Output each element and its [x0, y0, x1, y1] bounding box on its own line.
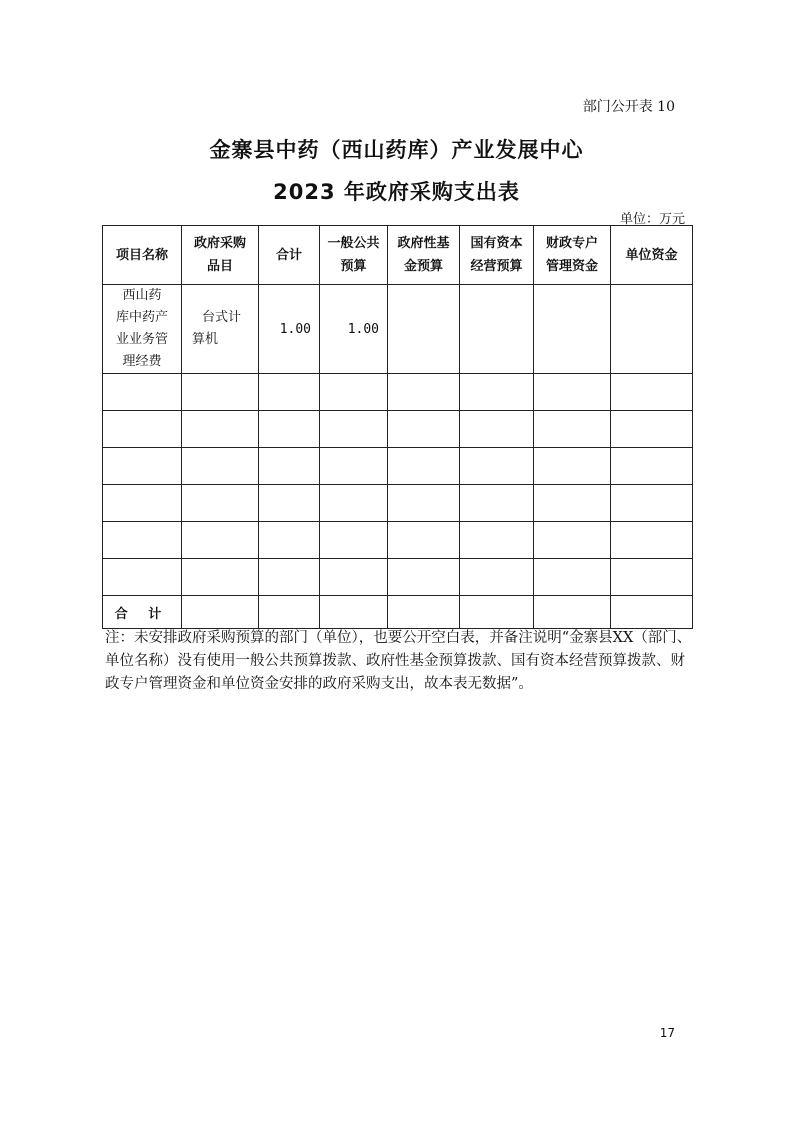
empty-cell — [460, 596, 534, 629]
empty-cell — [320, 596, 388, 629]
empty-cell — [259, 559, 320, 596]
empty-cell — [182, 559, 259, 596]
empty-cell — [611, 559, 693, 596]
empty-cell — [259, 374, 320, 411]
col-header-project: 项目名称 — [103, 226, 182, 285]
empty-cell — [103, 411, 182, 448]
empty-cell — [182, 374, 259, 411]
empty-cell — [259, 596, 320, 629]
unit-label: 单位：万元 — [619, 212, 685, 227]
empty-cell — [182, 596, 259, 629]
empty-row — [103, 374, 693, 411]
page-subtitle: 2023 年政府采购支出表 — [273, 180, 520, 204]
col-header-item: 政府采购 品目 — [182, 226, 259, 285]
cell-total: 1.00 — [259, 285, 320, 374]
empty-cell — [534, 374, 611, 411]
empty-cell — [320, 559, 388, 596]
empty-cell — [182, 411, 259, 448]
empty-cell — [103, 374, 182, 411]
empty-cell — [259, 485, 320, 522]
total-row — [103, 596, 693, 629]
empty-cell — [460, 522, 534, 559]
empty-cell — [388, 374, 460, 411]
empty-cell — [320, 374, 388, 411]
empty-cell — [460, 485, 534, 522]
total-label: 合 计 — [103, 596, 182, 629]
empty-cell — [460, 448, 534, 485]
empty-cell — [182, 485, 259, 522]
empty-cell — [320, 485, 388, 522]
col-header-gov-fund: 政府性基 金预算 — [388, 226, 460, 285]
col-header-unit-funds: 单位资金 — [611, 226, 693, 285]
table-code-label: 部门公开表 10 — [582, 99, 675, 115]
empty-cell — [103, 485, 182, 522]
empty-cell — [611, 374, 693, 411]
empty-cell — [611, 485, 693, 522]
empty-cell — [320, 411, 388, 448]
empty-cell — [259, 522, 320, 559]
page-number: 17 — [659, 1026, 675, 1040]
cell-special-account — [534, 285, 611, 374]
empty-cell — [320, 522, 388, 559]
table-row — [103, 285, 693, 374]
empty-cell — [388, 596, 460, 629]
table-header-row — [103, 226, 693, 285]
empty-row — [103, 522, 693, 559]
col-header-general-budget: 一般公共 预算 — [320, 226, 388, 285]
page-title: 金寨县中药（西山药库）产业发展中心 — [209, 138, 584, 162]
empty-cell — [460, 559, 534, 596]
footnote: 注：未安排政府采购预算的部门（单位），也要公开空白表，并备注说明“金寨县XX（部门、单位名称）没有使用一般公共预算拨款、政府性基金预算拨款、国有资本经营预算拨款、财政专户管理资金和单位资金安排的政府采购支出，故本表无数据”。 — [105, 630, 692, 692]
empty-cell — [534, 522, 611, 559]
empty-cell — [259, 411, 320, 448]
empty-cell — [388, 448, 460, 485]
empty-cell — [534, 559, 611, 596]
cell-general-budget: 1.00 — [320, 285, 388, 374]
empty-cell — [534, 411, 611, 448]
empty-cell — [388, 411, 460, 448]
empty-row — [103, 485, 693, 522]
empty-cell — [388, 485, 460, 522]
cell-state-capital — [460, 285, 534, 374]
procurement-table — [102, 225, 693, 629]
empty-cell — [534, 448, 611, 485]
col-header-state-capital: 国有资本 经营预算 — [460, 226, 534, 285]
empty-cell — [611, 411, 693, 448]
col-header-special-account: 财政专户 管理资金 — [534, 226, 611, 285]
empty-cell — [534, 485, 611, 522]
empty-cell — [460, 411, 534, 448]
empty-cell — [103, 448, 182, 485]
cell-procurement-item: 台式计 算机 — [182, 285, 259, 374]
empty-cell — [259, 448, 320, 485]
empty-cell — [611, 522, 693, 559]
col-header-total: 合计 — [259, 226, 320, 285]
empty-cell — [388, 559, 460, 596]
empty-cell — [103, 559, 182, 596]
empty-cell — [320, 448, 388, 485]
cell-gov-fund — [388, 285, 460, 374]
empty-cell — [103, 522, 182, 559]
cell-project-name: 西山药 库中药产 业业务管 理经费 — [103, 285, 182, 374]
empty-cell — [611, 448, 693, 485]
empty-cell — [182, 448, 259, 485]
empty-cell — [388, 522, 460, 559]
empty-cell — [534, 596, 611, 629]
empty-row — [103, 448, 693, 485]
empty-cell — [460, 374, 534, 411]
empty-row — [103, 411, 693, 448]
empty-row — [103, 559, 693, 596]
empty-cell — [182, 522, 259, 559]
cell-unit-funds — [611, 285, 693, 374]
empty-cell — [611, 596, 693, 629]
